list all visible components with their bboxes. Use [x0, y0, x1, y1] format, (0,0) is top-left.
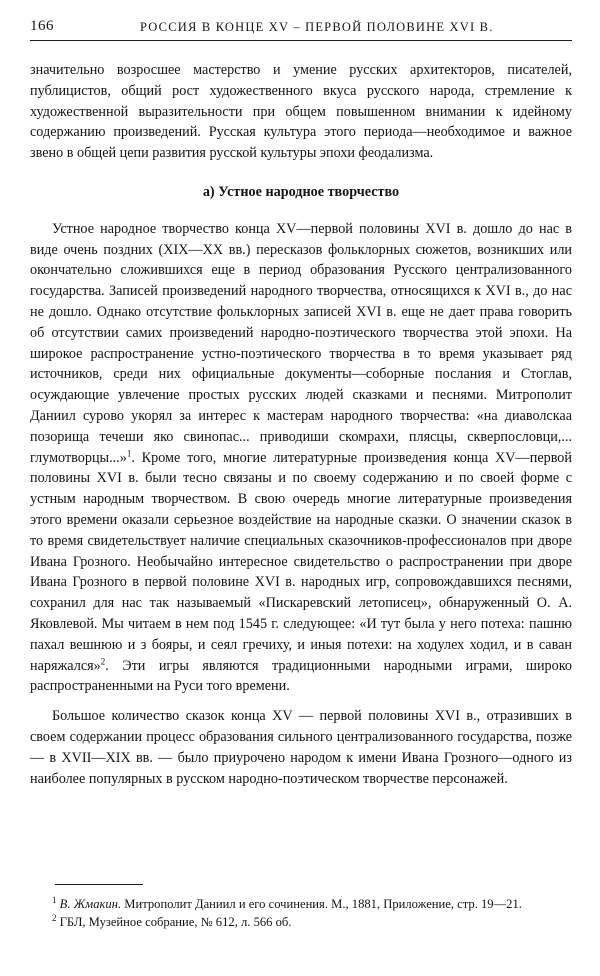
body-text [30, 60, 572, 789]
page-header [30, 16, 572, 42]
footnote-item [30, 914, 572, 932]
footnote-separator [55, 884, 143, 885]
page-number: 166 [30, 18, 54, 34]
paragraph-text-part: Устное народное творчество конца XV—первой половины XVI в. дошло до нас в виде очень поздних (XIX—XX вв.) пересказов фольклорных сюжетов, возникших или окончательно сложившихся еще в период образования Русского централизованного государства. Записей произведений народного творчества, относящихся к XVI в., до нас не дошло. Однако отсутствие фольклорных записей XVI в. еще не дает права говорить об отсутствии самих произведений народно-поэтического творчества этой эпохи. На широкое распространение устно-поэтического творчества в то время указывает ряд источников, среди них официальные документы—соборные послания и Стоглав, осуждающие увлечение простых русских людей сказками и песнями. Митрополит Даниил сурово укорял за интерес к мастерам народного творчества: «на диаволскаа позорища течеши яко свинопас... приводиши скомрахи, плясцы, скверпословци,... глумотворцы...» [30, 220, 572, 466]
footnote-marker: 1 [52, 894, 57, 905]
footnote-ref: 1 [126, 447, 132, 458]
paragraph-ivan-tales: Большое количество сказок конца XV — первой половины XVI в., отразивших в своем содержании процесс образования сильного централизованного государства, позже — в XVII—XIX вв. — было приурочено народом к имени Ивана Грозного—одного из наиболее популярных в русском народно-поэтическом творчестве персонажей. [30, 708, 572, 787]
paragraph-text-part: . Кроме того, многие литературные произведения конца XV—первой половины XVI в. были тесно связаны и по своему содержанию и по своей форме с устным народным творчеством. В свою очередь многие литературные произведения этого времени оказали серьезное воздействие на народные сказки. О значении сказок в то время свидетельствует наличие специальных сказочников-профессионалов при дворе Ивана Грозного. Необычайно интересное свидетельство о распространении при дворе Ивана Грозного в первой половине XVI в. народных игр, сопровождавшихся песнями, сохранил для нас так называемый «Пискаревский летописец», обнаруженный О. А. Яковлевой. Мы читаем в нем под 1545 г. следующее: «И тут была у него потеха: пашню пахал вешнюю и з бояры, и сеял гречиху, и иныя потехи: на ходулех ходил, и в саван наряжался» [30, 449, 572, 674]
section-heading: а) Устное народное творчество [202, 183, 400, 200]
footnote-author: В. Жмакин. [59, 897, 122, 911]
footnote-marker: 2 [52, 912, 57, 923]
paragraph-text-part: . Эти игры являются традиционными народными играми, широко распространенными на Руси того времени. [30, 657, 572, 695]
footnote-text: ГБЛ, Музейное собрание, № 612, л. 566 об. [56, 914, 292, 929]
intro-paragraph: значительно возросшее мастерство и умение русских архитекторов, писателей, публицистов, общий рост художественного вкуса русского народа, стремление к художественной выразительности при общем повышенном внимании к идейному содержанию произведений. Русская культура этого периода—необходимое и важное звено в общей цепи развития русской культуры эпохи феодализма. [30, 62, 572, 162]
footnotes [30, 896, 572, 931]
paragraph-oral-folk-art [30, 219, 572, 697]
footnote-ref: 2 [100, 655, 106, 666]
footnote-text: Митрополит Даниил и его сочинения. М., 1881, Приложение, стр. 19—21. [121, 897, 522, 911]
footnote-item [30, 896, 572, 914]
header-rule [30, 40, 572, 41]
running-title: РОССИЯ В КОНЦЕ XV – ПЕРВОЙ ПОЛОВИНЕ XVI В. [140, 20, 494, 34]
